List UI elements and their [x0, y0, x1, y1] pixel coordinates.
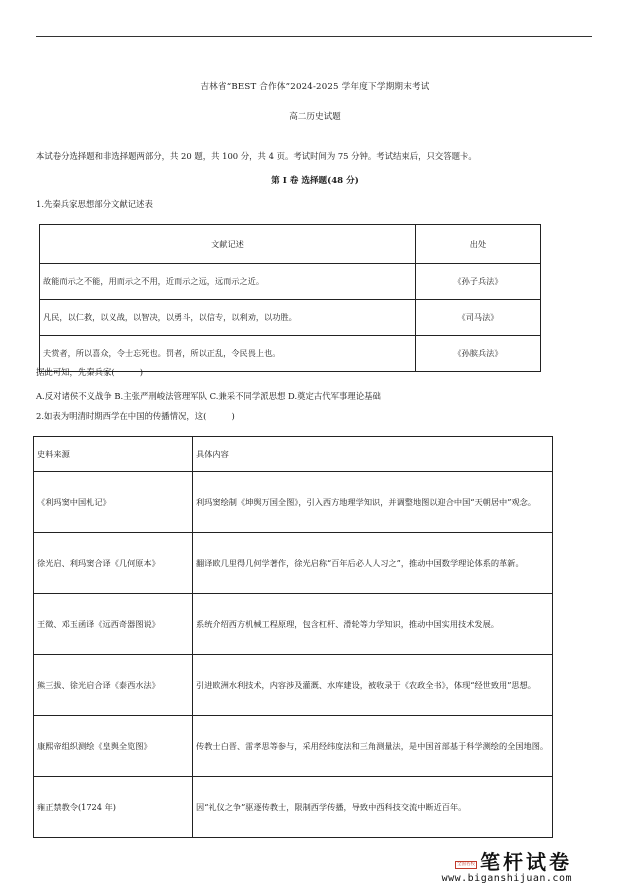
record-text: 故能而示之不能，用而示之不用，近而示之远，远而示之近。 — [40, 264, 416, 300]
material-source: 王徵、邓玉函译《远西奇器图说》 — [34, 594, 193, 655]
material-source: 徐光启、利玛窦合译《几何原本》 — [34, 533, 193, 594]
exam-intro: 本试卷分选择题和非选择题两部分，共 20 题，共 100 分，共 4 页。考试时间为 75 分钟。考试结束后，只交答题卡。 — [36, 151, 477, 161]
question-1-options: A.反对诸侯不义战争 B.主张严刑峻法管理军队 C.兼采不同学派思想 D.奠定古代军事理论基础 — [36, 391, 381, 401]
material-content: 翻译欧几里得几何学著作，徐光启称“百年后必人人习之”，推动中国数学理论体系的革新。 — [193, 533, 553, 594]
question-1-stem: 1.先秦兵家思想部分文献记述表 — [36, 199, 153, 209]
record-source: 《孙子兵法》 — [416, 264, 541, 300]
material-source: 康熙帝组织测绘《皇舆全览图》 — [34, 716, 193, 777]
column-header-content: 具体内容 — [193, 437, 553, 472]
column-header-source: 史料来源 — [34, 437, 193, 472]
table-row — [40, 264, 541, 300]
record-source: 《孙膑兵法》 — [416, 336, 541, 372]
table-row — [34, 777, 553, 838]
material-content: 传教士白晋、雷孝思等参与，采用经纬度法和三角测量法，是中国首部基于科学测绘的全国地图。 — [193, 716, 553, 777]
exam-title: 吉林省“BEST 合作体”2024-2025 学年度下学期期末考试 — [200, 82, 430, 92]
material-content: 系统介绍西方机械工程原理，包含杠杆、滑轮等力学知识，推动中国实用技术发展。 — [193, 594, 553, 655]
watermark-brand-line — [442, 846, 572, 875]
material-source: 熊三拔、徐光启合译《泰西水法》 — [34, 655, 193, 716]
watermark-brand: 笔杆试卷 — [480, 850, 572, 874]
column-header-record: 文献记述 — [40, 225, 416, 264]
section-title: 第 I 卷 选择题(48 分) — [271, 176, 359, 186]
table-header-row — [40, 225, 541, 264]
table-row — [34, 716, 553, 777]
material-source: 《利玛窦中国札记》 — [34, 472, 193, 533]
material-source: 雍正禁教令(1724 年) — [34, 777, 193, 838]
material-content: 引进欧洲水利技术，内容涉及灌溉、水库建设，被收录于《农政全书》，体现“经世致用”思想。 — [193, 655, 553, 716]
record-source: 《司马法》 — [416, 300, 541, 336]
watermark-stamp: 全国名校 — [457, 861, 475, 867]
column-header-source: 出处 — [416, 225, 541, 264]
record-text: 夫赏者，所以喜众，令士忘死也。罚者，所以正乱，令民畏上也。 — [40, 336, 416, 372]
top-divider — [36, 36, 592, 37]
table-row — [40, 300, 541, 336]
record-text: 凡民，以仁救，以义战，以智决，以勇斗，以信专，以利劝，以功胜。 — [40, 300, 416, 336]
table-row — [34, 655, 553, 716]
question-2-stem: 2.如表为明清时期西学在中国的传播情况，这( ) — [36, 411, 235, 421]
question-2-table — [33, 436, 553, 838]
table-row — [34, 472, 553, 533]
material-content: 利玛窦绘制《坤舆万国全图》，引入西方地理学知识，并调整地图以迎合中国“天朝居中”观念。 — [193, 472, 553, 533]
table-row — [34, 594, 553, 655]
subject-title: 高二历史试题 — [289, 112, 341, 122]
question-1-table — [39, 224, 541, 372]
watermark — [442, 846, 572, 884]
table-header-row — [34, 437, 553, 472]
question-1-prompt: 据此可知，先秦兵家( ) — [36, 367, 144, 377]
material-content: 因“礼仪之争”驱逐传教士，限制西学传播，导致中西科技交流中断近百年。 — [193, 777, 553, 838]
table-row — [34, 533, 553, 594]
watermark-url: www.biganshijuan.com — [441, 873, 572, 884]
